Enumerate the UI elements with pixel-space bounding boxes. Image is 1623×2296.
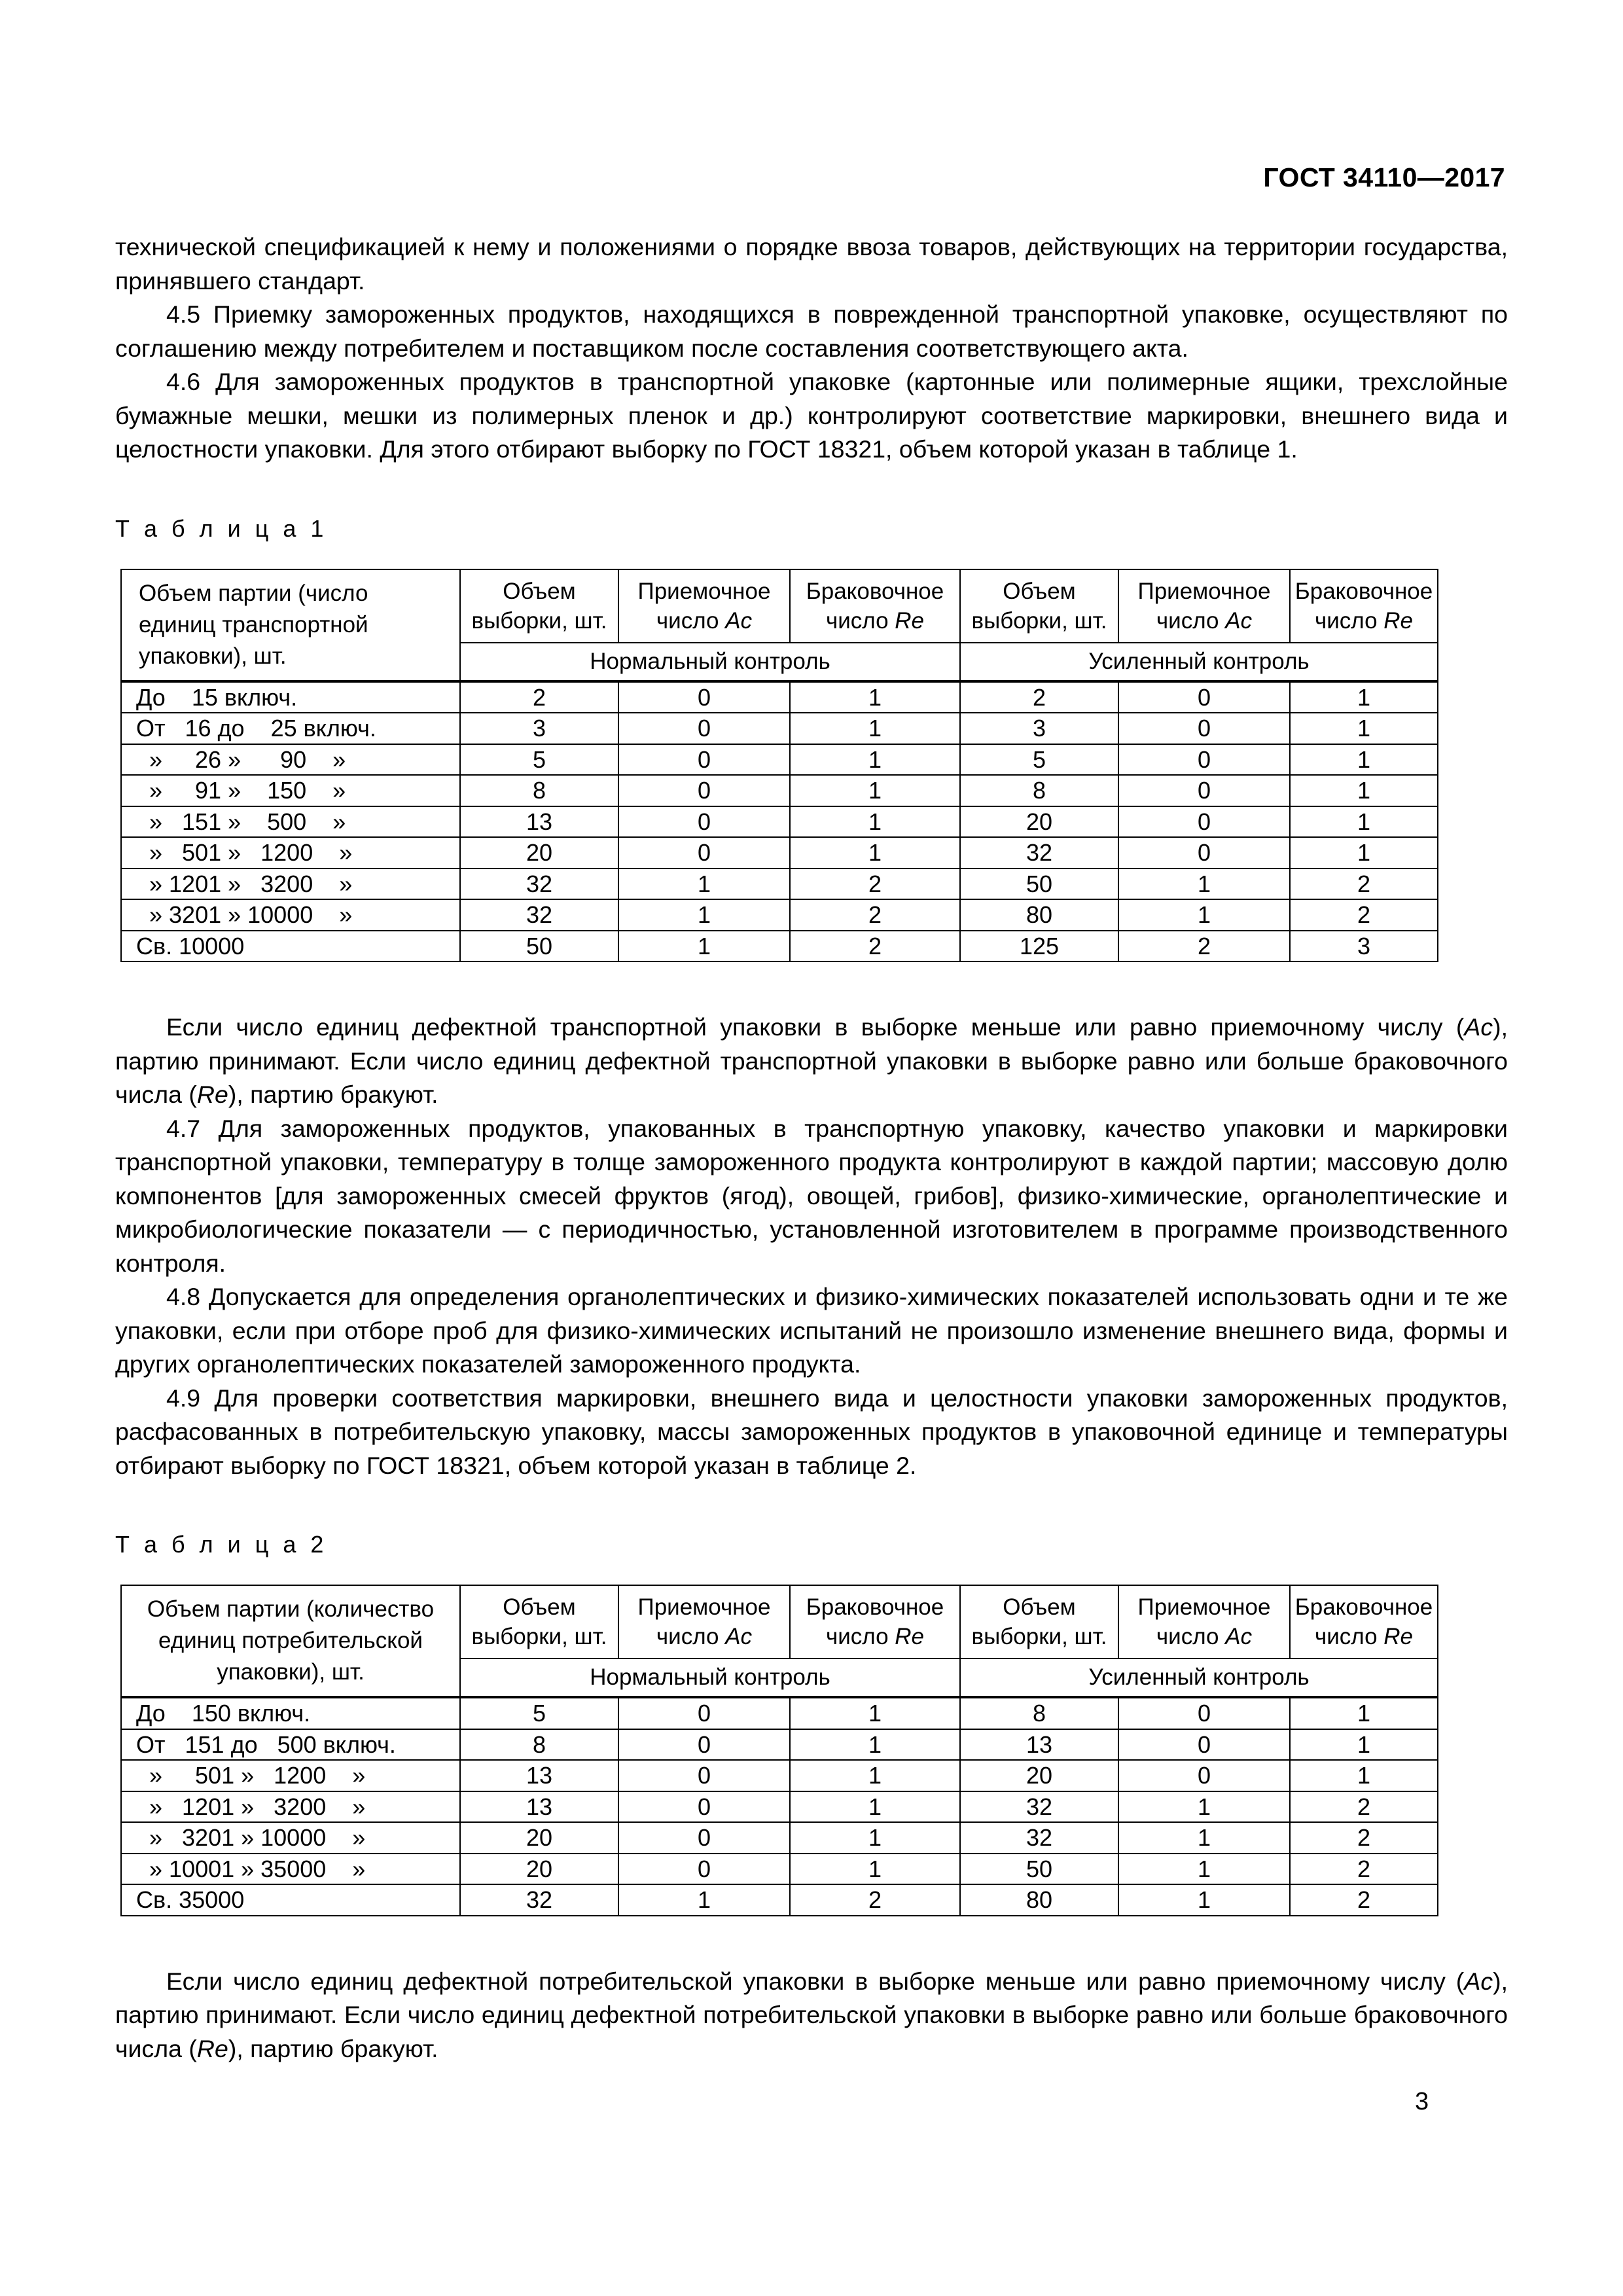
table-2-body — [121, 1697, 1438, 1916]
cell-re-enhanced: 1 — [1290, 1697, 1438, 1729]
cell-sample-normal: 20 — [460, 1822, 618, 1854]
cell-ac-enhanced: 0 — [1118, 837, 1290, 869]
paragraph-after-table-1 — [115, 1011, 1508, 1112]
table-row — [121, 713, 1438, 744]
row-range-label: » 26 » 90 » — [121, 744, 460, 776]
cell-sample-normal: 2 — [460, 681, 618, 713]
table-1-col-header-ac-normal — [618, 569, 790, 643]
cell-re-normal: 2 — [790, 899, 960, 931]
cell-re-normal: 1 — [790, 1822, 960, 1854]
variable-ac: Ac — [725, 607, 753, 634]
table-2-col-header-sample-enhanced — [960, 1585, 1118, 1659]
page-content — [115, 230, 1508, 2066]
cell-ac-enhanced: 1 — [1118, 899, 1290, 931]
cell-re-enhanced: 1 — [1290, 681, 1438, 713]
cell-ac-enhanced: 0 — [1118, 775, 1290, 806]
cell-ac-enhanced: 2 — [1118, 931, 1290, 962]
cell-sample-normal: 13 — [460, 1760, 618, 1791]
table-1-group-normal: Нормальный контроль — [460, 643, 960, 681]
header-text: Приемочное число — [1137, 578, 1271, 634]
table-row — [121, 931, 1438, 962]
variable-re: Re — [196, 2034, 228, 2062]
cell-re-normal: 2 — [790, 869, 960, 900]
table-row — [121, 1697, 1438, 1729]
cell-re-normal: 2 — [790, 1884, 960, 1916]
row-range-label: Св. 10000 — [121, 931, 460, 962]
header-text: Объем выборки, шт. — [471, 1594, 607, 1649]
cell-ac-normal: 0 — [618, 1729, 790, 1761]
cell-sample-normal: 20 — [460, 837, 618, 869]
cell-sample-enhanced: 32 — [960, 1822, 1118, 1854]
header-text: Браковочное число — [1294, 1594, 1433, 1649]
table-row — [121, 899, 1438, 931]
paragraph-4-7: 4.7 Для замороженных продуктов, упакованных в транспортную упаковку, качество упаковки и маркировки транспортной упаковки, температуру в толще замороженного продукта контролируют в каждой партии; массовую долю компонентов [для замороженных смесей фруктов (ягод), овощей, грибов], физико-химические, органолептические и микробиологические показатели — с периодичностью, установленной изготовителем в программе производственного контроля. — [115, 1114, 1508, 1277]
variable-re: Re — [895, 1624, 925, 1649]
header-text: Объем выборки, шт. — [471, 578, 607, 634]
spacer — [115, 962, 1508, 1011]
paragraph-after-table-2 — [115, 1965, 1508, 2066]
cell-sample-enhanced: 13 — [960, 1729, 1118, 1761]
table-2-col-header-re-normal — [790, 1585, 960, 1659]
cell-sample-enhanced: 20 — [960, 1760, 1118, 1791]
cell-re-normal: 1 — [790, 1854, 960, 1885]
table-1 — [120, 569, 1438, 963]
cell-re-enhanced: 1 — [1290, 775, 1438, 806]
cell-ac-enhanced: 1 — [1118, 1791, 1290, 1823]
table-row — [121, 1791, 1438, 1823]
cell-sample-normal: 8 — [460, 775, 618, 806]
cell-re-normal: 1 — [790, 744, 960, 776]
variable-ac: Ac — [1225, 1624, 1253, 1649]
cell-sample-normal: 5 — [460, 744, 618, 776]
header-text: Объем выборки, шт. — [971, 1594, 1107, 1649]
cell-ac-enhanced: 0 — [1118, 1697, 1290, 1729]
table-row — [121, 806, 1438, 838]
cell-re-enhanced: 2 — [1290, 1884, 1438, 1916]
cell-sample-enhanced: 5 — [960, 744, 1118, 776]
cell-sample-enhanced: 125 — [960, 931, 1118, 962]
cell-ac-enhanced: 0 — [1118, 1760, 1290, 1791]
cell-sample-normal: 32 — [460, 869, 618, 900]
cell-ac-enhanced: 0 — [1118, 744, 1290, 776]
row-range-label: » 91 » 150 » — [121, 775, 460, 806]
cell-sample-normal: 32 — [460, 899, 618, 931]
cell-ac-normal: 0 — [618, 1697, 790, 1729]
table-row — [121, 1760, 1438, 1791]
text-run: Если число единиц дефектной транспортной упаковки в выборке меньше или равно приемочному числу ( — [166, 1013, 1465, 1041]
cell-ac-normal: 0 — [618, 681, 790, 713]
table-1-caption: Т а б л и ц а 1 — [115, 514, 328, 542]
cell-ac-normal: 1 — [618, 899, 790, 931]
table-1-stub-header: Объем партии (число единиц транспортной упаковки), шт. — [121, 569, 460, 681]
table-2-caption: Т а б л и ц а 2 — [115, 1531, 328, 1558]
cell-ac-normal: 1 — [618, 869, 790, 900]
variable-re: Re — [1383, 607, 1414, 634]
cell-re-normal: 1 — [790, 1697, 960, 1729]
cell-re-enhanced: 1 — [1290, 1760, 1438, 1791]
table-1-group-enhanced: Усиленный контроль — [960, 643, 1438, 681]
table-row — [121, 744, 1438, 776]
running-header-standard-id: ГОСТ 34110—2017 — [1263, 162, 1505, 192]
cell-re-normal: 1 — [790, 1791, 960, 1823]
cell-ac-enhanced: 0 — [1118, 713, 1290, 744]
cell-sample-enhanced: 50 — [960, 1854, 1118, 1885]
header-text: Объем выборки, шт. — [971, 578, 1107, 634]
variable-re: Re — [895, 607, 925, 634]
row-range-label: » 10001 » 35000 » — [121, 1854, 460, 1885]
cell-sample-enhanced: 20 — [960, 806, 1118, 838]
cell-re-normal: 2 — [790, 931, 960, 962]
row-range-label: » 501 » 1200 » — [121, 837, 460, 869]
header-text: Приемочное число — [1137, 1594, 1271, 1649]
cell-re-normal: 1 — [790, 806, 960, 838]
cell-sample-enhanced: 50 — [960, 869, 1118, 900]
variable-re: Re — [1383, 1624, 1414, 1649]
table-row — [121, 775, 1438, 806]
table-2-group-normal: Нормальный контроль — [460, 1659, 960, 1697]
page-number: 3 — [1415, 2088, 1429, 2115]
row-range-label: До 150 включ. — [121, 1697, 460, 1729]
cell-sample-normal: 5 — [460, 1697, 618, 1729]
variable-ac: Ac — [1225, 607, 1253, 634]
cell-re-enhanced: 2 — [1290, 1791, 1438, 1823]
cell-re-normal: 1 — [790, 775, 960, 806]
cell-ac-normal: 0 — [618, 1822, 790, 1854]
cell-sample-enhanced: 32 — [960, 837, 1118, 869]
cell-ac-enhanced: 1 — [1118, 1884, 1290, 1916]
cell-re-enhanced: 1 — [1290, 837, 1438, 869]
cell-sample-normal: 13 — [460, 806, 618, 838]
cell-re-enhanced: 1 — [1290, 713, 1438, 744]
cell-re-normal: 1 — [790, 837, 960, 869]
row-range-label: » 151 » 500 » — [121, 806, 460, 838]
cell-ac-normal: 0 — [618, 744, 790, 776]
paragraph-4-6: 4.6 Для замороженных продуктов в транспортной упаковке (картонные или полимерные ящики, трехслойные бумажные мешки, мешки из полимерных пленок и др.) контролируют соответствие маркировки, внешнего вида и целостности упаковки. Для этого отбирают выборку по ГОСТ 18321, объем которой указан в таблице 1. — [115, 368, 1508, 463]
table-1-col-header-re-normal — [790, 569, 960, 643]
table-1-header-row-1 — [121, 569, 1438, 643]
header-text: Браковочное число — [1294, 578, 1433, 634]
cell-re-enhanced: 1 — [1290, 744, 1438, 776]
cell-sample-enhanced: 2 — [960, 681, 1118, 713]
table-2-col-header-re-enhanced — [1290, 1585, 1438, 1659]
table-row — [121, 837, 1438, 869]
row-range-label: » 501 » 1200 » — [121, 1760, 460, 1791]
row-range-label: До 15 включ. — [121, 681, 460, 713]
table-2-col-header-sample-normal — [460, 1585, 618, 1659]
table-row — [121, 1854, 1438, 1885]
table-2-col-header-ac-enhanced — [1118, 1585, 1290, 1659]
cell-ac-enhanced: 0 — [1118, 1729, 1290, 1761]
cell-sample-enhanced: 80 — [960, 899, 1118, 931]
cell-re-normal: 1 — [790, 713, 960, 744]
header-text: Приемочное число — [637, 1594, 771, 1649]
header-text: Браковочное число — [806, 1594, 944, 1649]
table-2 — [120, 1585, 1438, 1916]
cell-ac-normal: 0 — [618, 1791, 790, 1823]
variable-ac: Ac — [1464, 1013, 1493, 1041]
cell-ac-enhanced: 1 — [1118, 1854, 1290, 1885]
text-run: ), партию бракуют. — [228, 1081, 438, 1108]
cell-ac-enhanced: 0 — [1118, 681, 1290, 713]
cell-ac-enhanced: 1 — [1118, 869, 1290, 900]
cell-sample-enhanced: 8 — [960, 775, 1118, 806]
spacer — [115, 1558, 1508, 1585]
header-text: Приемочное число — [637, 578, 771, 634]
cell-sample-enhanced: 32 — [960, 1791, 1118, 1823]
row-range-label: От 16 до 25 включ. — [121, 713, 460, 744]
variable-re: Re — [196, 1081, 228, 1108]
text-run: ), партию принимают. Если число единиц дефектной потребительской упаковки в выборке равно или больше браковочного числа ( — [115, 1967, 1508, 2062]
cell-ac-normal: 0 — [618, 806, 790, 838]
spacer — [115, 467, 1508, 515]
cell-ac-normal: 0 — [618, 713, 790, 744]
table-2-group-enhanced: Усиленный контроль — [960, 1659, 1438, 1697]
cell-re-enhanced: 2 — [1290, 869, 1438, 900]
text-run: ), партию бракуют. — [228, 2034, 438, 2062]
table-row — [121, 1729, 1438, 1761]
table-1-col-header-re-enhanced — [1290, 569, 1438, 643]
table-row — [121, 1822, 1438, 1854]
table-2-stub-header: Объем партии (количество единиц потребительской упаковки), шт. — [121, 1585, 460, 1697]
table-row — [121, 681, 1438, 713]
cell-ac-enhanced: 0 — [1118, 806, 1290, 838]
cell-ac-normal: 0 — [618, 775, 790, 806]
cell-re-normal: 1 — [790, 681, 960, 713]
row-range-label: Св. 35000 — [121, 1884, 460, 1916]
cell-sample-enhanced: 3 — [960, 713, 1118, 744]
paragraph-4-8: 4.8 Допускается для определения органолептических и физико-химических показателей использовать одни и те же упаковки, если при отборе проб для физико-химических испытаний не произошло изменение внешнего вида, формы и других органолептических показателей замороженного продукта. — [115, 1283, 1508, 1378]
text-run: Если число единиц дефектной потребительской упаковки в выборке меньше или равно приемочному числу ( — [166, 1967, 1465, 1995]
cell-sample-normal: 13 — [460, 1791, 618, 1823]
spacer — [115, 1482, 1508, 1531]
cell-sample-normal: 50 — [460, 931, 618, 962]
row-range-label: » 3201 » 10000 » — [121, 1822, 460, 1854]
cell-re-enhanced: 3 — [1290, 931, 1438, 962]
table-2-header-row-1 — [121, 1585, 1438, 1659]
variable-ac: Ac — [725, 1624, 753, 1649]
cell-re-enhanced: 1 — [1290, 806, 1438, 838]
cell-ac-normal: 0 — [618, 1854, 790, 1885]
cell-re-enhanced: 2 — [1290, 899, 1438, 931]
cell-ac-enhanced: 1 — [1118, 1822, 1290, 1854]
spacer — [115, 543, 1508, 569]
table-1-col-header-ac-enhanced — [1118, 569, 1290, 643]
row-range-label: » 1201 » 3200 » — [121, 1791, 460, 1823]
cell-re-enhanced: 1 — [1290, 1729, 1438, 1761]
spacer — [115, 1916, 1508, 1965]
paragraph-continued: технической спецификацией к нему и положениями о порядке ввоза товаров, действующих на территории государства, принявшего стандарт. — [115, 233, 1508, 295]
table-2-col-header-ac-normal — [618, 1585, 790, 1659]
cell-ac-normal: 1 — [618, 1884, 790, 1916]
row-range-label: » 3201 » 10000 » — [121, 899, 460, 931]
table-1-col-header-sample-enhanced — [960, 569, 1118, 643]
text-run: ), партию принимают. Если число единиц дефектной транспортной упаковки в выборке равно или больше браковочного числа ( — [115, 1013, 1508, 1108]
cell-sample-enhanced: 8 — [960, 1697, 1118, 1729]
cell-sample-normal: 20 — [460, 1854, 618, 1885]
cell-sample-normal: 32 — [460, 1884, 618, 1916]
table-1-body — [121, 681, 1438, 962]
header-text: Браковочное число — [806, 578, 944, 634]
table-row — [121, 1884, 1438, 1916]
row-range-label: От 151 до 500 включ. — [121, 1729, 460, 1761]
table-row — [121, 869, 1438, 900]
cell-sample-normal: 3 — [460, 713, 618, 744]
variable-ac: Ac — [1464, 1967, 1493, 1995]
cell-sample-enhanced: 80 — [960, 1884, 1118, 1916]
cell-re-normal: 1 — [790, 1729, 960, 1761]
cell-ac-normal: 0 — [618, 1760, 790, 1791]
paragraph-4-5: 4.5 Приемку замороженных продуктов, находящихся в поврежденной транспортной упаковке, осуществляют по соглашению между потребителем и поставщиком после составления соответствующего акта. — [115, 300, 1508, 362]
paragraph-4-9: 4.9 Для проверки соответствия маркировки, внешнего вида и целостности упаковки замороженных продуктов, расфасованных в потребительскую упаковку, массы замороженных продуктов в упаковочной единице и температуры отбирают выборку по ГОСТ 18321, объем которой указан в таблице 2. — [115, 1384, 1508, 1479]
cell-re-normal: 1 — [790, 1760, 960, 1791]
row-range-label: » 1201 » 3200 » — [121, 869, 460, 900]
cell-ac-normal: 0 — [618, 837, 790, 869]
cell-ac-normal: 1 — [618, 931, 790, 962]
table-1-col-header-sample-normal — [460, 569, 618, 643]
cell-sample-normal: 8 — [460, 1729, 618, 1761]
cell-re-enhanced: 2 — [1290, 1854, 1438, 1885]
cell-re-enhanced: 2 — [1290, 1822, 1438, 1854]
